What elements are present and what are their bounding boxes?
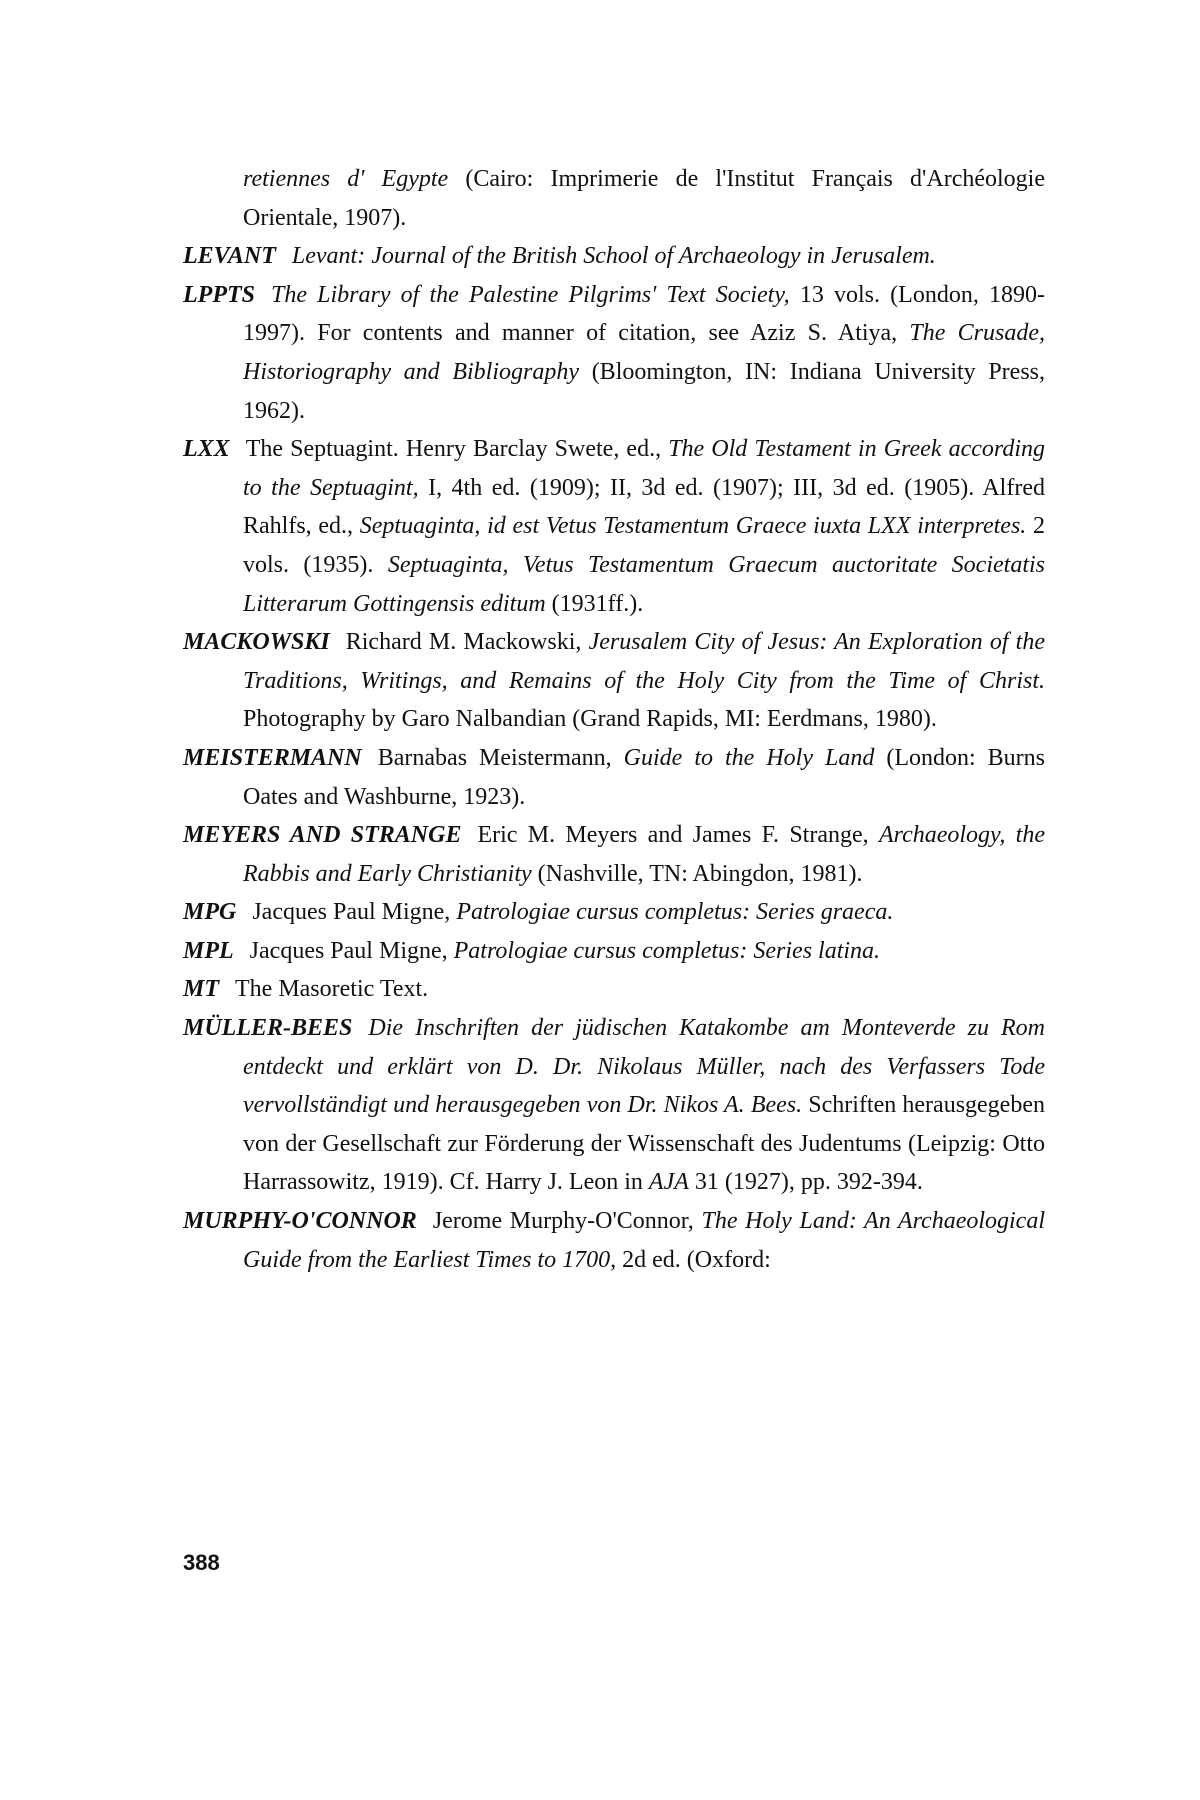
entry-title-text: Patrologiae cursus completus: Series graeca. <box>456 899 894 926</box>
entry-text: 31 (1927), pp. 392-394. <box>688 1169 923 1196</box>
entry-title-text: Guide to the Holy Land <box>623 744 875 771</box>
entry-title-text: The Crusade, Historiography and Bibliography <box>243 320 1045 385</box>
entry-abbreviation: MT <box>183 976 219 1003</box>
entry-abbreviation: MEYERS AND STRANGE <box>183 822 462 849</box>
bibliography-entry <box>183 739 1045 816</box>
entry-text: The Masoretic Text. <box>235 976 429 1003</box>
entry-title-text: retiennes d' Egypte <box>243 166 449 192</box>
entry-text: The Septuagint. Henry Barclay Swete, ed., <box>245 436 669 463</box>
entry-text: 13 vols. (London, 1890-1997). For contents and manner of citation, see Aziz S. Atiya, <box>243 281 1045 347</box>
bibliography-entry <box>183 893 1045 932</box>
bibliography-abbreviations-list <box>183 160 1045 1279</box>
entry-title-text: Die Inschriften der jüdischen Katakombe am Monteverde zu Rom entdeckt und erklärt von D. Dr. Nikolaus Müller, nach des Verfassers Tode vervollständigt und herausgegeben von Dr. Nikos A. Bees. <box>243 1015 1045 1119</box>
entry-title-text: The Library of the Palestine Pilgrims' Text Society, <box>271 281 790 308</box>
entry-text: (1931ff.). <box>545 590 644 617</box>
entry-abbreviation: MPG <box>183 899 237 926</box>
entry-title-text: The Old Testament in Greek according to the Septuagint, <box>243 436 1045 501</box>
entry-abbreviation: LEVANT <box>183 243 276 270</box>
entry-text: I, 4th ed. (1909); II, 3d ed. (1907); III, 3d ed. (1905). Alfred Rahlfs, ed., <box>243 474 1045 540</box>
bibliography-entry <box>183 932 1045 971</box>
entry-abbreviation: LXX <box>183 436 230 463</box>
entry-text: (Bloomington, IN: Indiana University Press, 1962). <box>243 358 1045 424</box>
entry-title-text: Septuaginta, Vetus Testamentum Graecum auctoritate Societatis Litterarum Gottingensis editum <box>243 551 1045 617</box>
bibliography-entry <box>183 623 1045 739</box>
entry-title-text: Levant: Journal of the British School of Archaeology in Jerusalem. <box>291 243 936 270</box>
bibliography-entry <box>183 1202 1045 1279</box>
entry-abbreviation: MURPHY-O'CONNOR <box>183 1208 417 1235</box>
bibliography-entry <box>183 816 1045 893</box>
entry-text: Eric M. Meyers and James F. Strange, <box>477 822 879 849</box>
entry-abbreviation: MEISTERMANN <box>183 744 362 771</box>
entry-title-text: Septuaginta, id est Vetus Testamentum Graece iuxta LXX interpretes. <box>359 513 1027 540</box>
entry-text: Jacques Paul Migne, <box>249 937 454 964</box>
entry-text: Richard M. Mackowski, <box>345 629 589 656</box>
entry-text: (Cairo: Imprimerie de l'Institut Français d'Archéologie Orientale, 1907). <box>243 166 1045 231</box>
entry-text: (London: Burns Oates and Washburne, 1923). <box>243 744 1045 810</box>
bibliography-entry <box>183 970 1045 1009</box>
bibliography-entry <box>183 1009 1045 1202</box>
entry-text: Schriften herausgegeben von der Gesellschaft zur Förderung der Wissenschaft des Judentums (Leipzig: Otto Harrassowitz, 1919). Cf. Harry J. Leon in <box>243 1092 1045 1196</box>
entry-text: Jacques Paul Migne, <box>252 899 457 926</box>
bibliography-entry <box>183 237 1045 276</box>
entry-abbreviation: LPPTS <box>183 281 255 308</box>
page-number: 388 <box>183 1550 220 1575</box>
entry-title-text: The Holy Land: An Archaeological Guide from the Earliest Times to 1700, <box>243 1208 1046 1273</box>
entry-text: Photography by Garo Nalbandian (Grand Rapids, MI: Eerdmans, 1980). <box>243 706 937 733</box>
entry-text: 2d ed. (Oxford: <box>616 1246 771 1273</box>
bibliography-entry <box>183 160 1045 237</box>
entry-title-text: Archaeology, the Rabbis and Early Christianity <box>243 822 1045 887</box>
bibliography-entry <box>183 276 1045 430</box>
entry-title-text: AJA <box>648 1169 689 1196</box>
entry-text: (Nashville, TN: Abingdon, 1981). <box>531 860 863 887</box>
entry-text: 2 vols. (1935). <box>243 513 1046 578</box>
entry-text: Barnabas Meistermann, <box>377 744 624 771</box>
entry-title-text: Jerusalem City of Jesus: An Exploration of the Traditions, Writings, and Remains of the Holy City from the Time of Christ. <box>243 629 1045 694</box>
entry-abbreviation: MACKOWSKI <box>183 629 330 656</box>
entry-title-text: Patrologiae cursus completus: Series latina. <box>453 937 881 964</box>
entry-abbreviation: MÜLLER-BEES <box>183 1015 353 1042</box>
entry-abbreviation: MPL <box>183 937 234 964</box>
entry-text: Jerome Murphy-O'Connor, <box>432 1208 702 1235</box>
bibliography-entry <box>183 430 1045 623</box>
